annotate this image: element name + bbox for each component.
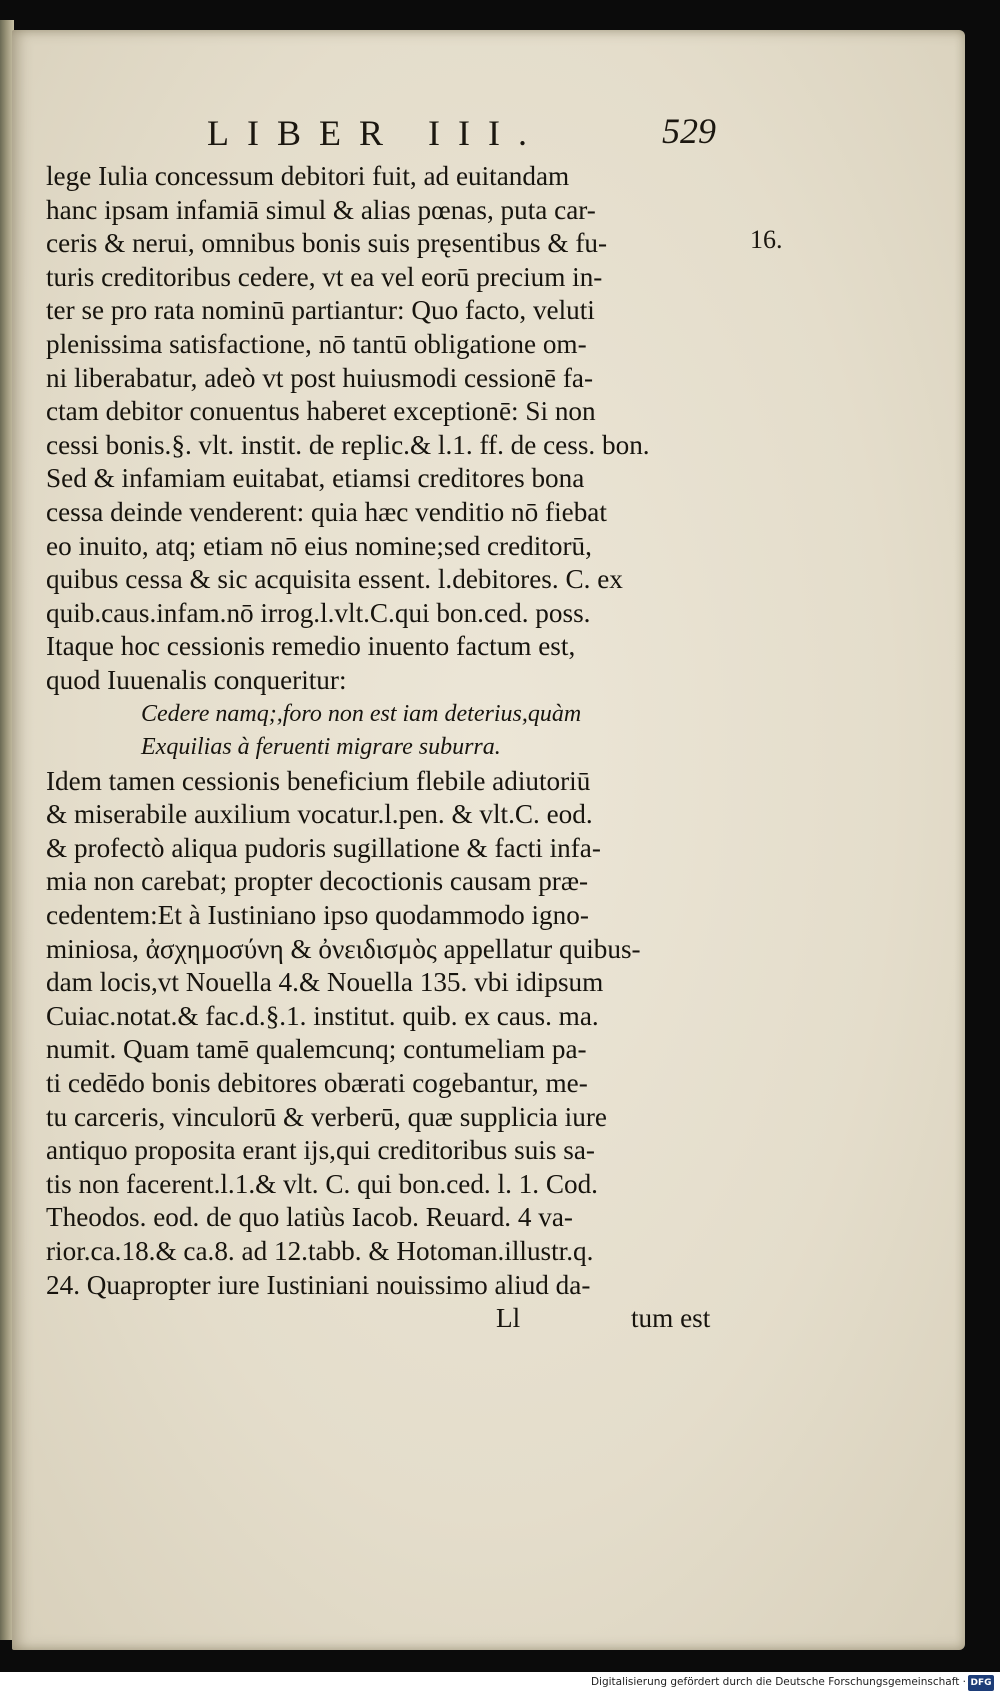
text-line: 24. Quapropter iure Iustiniani nouissimo aliud da-: [46, 1269, 591, 1300]
text-line: & miserabile auxilium vocatur.l.pen. & vlt.C. eod.: [46, 799, 593, 830]
text-line: ctam debitor conuentus haberet exceptionē: Si non: [46, 396, 596, 427]
text-line: ti cedēdo bonis debitores obærati cogebantur, me-: [46, 1068, 588, 1099]
text-line: lege Iulia concessum debitori fuit, ad euitandam: [46, 161, 570, 191]
text-line: cedentem:Et à Iustiniano ipso quodammodo igno-: [46, 900, 589, 931]
text-line: plenissima satisfactione, nō tantū obligatione om-: [46, 328, 587, 359]
dfg-logo-icon: DFG: [968, 1675, 994, 1691]
text-line: cessi bonis.§. vlt. instit. de replic.& l.1. ff. de cess. bon.: [46, 429, 650, 460]
text-line: eo inuito, atq; etiam nō eius nomine;sed creditorū,: [46, 530, 592, 561]
page-number: 529: [662, 111, 716, 151]
text-line: Cuiac.notat.& fac.d.§.1. institut. quib. ex caus. ma.: [46, 1000, 599, 1031]
text-line: mia non carebat; propter decoctionis causam præ-: [46, 866, 589, 897]
text-line: tis non facerent.l.1.& vlt. C. qui bon.ced. l. 1. Cod.: [46, 1168, 598, 1199]
catchword: tum est: [631, 1303, 711, 1334]
margin-note: 16.: [750, 225, 783, 254]
text-line: dam locis,vt Nouella 4.& Nouella 135. vbi idipsum: [46, 967, 604, 998]
footer-bar: [0, 1672, 1000, 1695]
quote-line: Exquilias à feruenti migrare suburra.: [141, 734, 501, 761]
text-line: quibus cessa & sic acquisita essent. l.debitores. C. ex: [46, 564, 623, 595]
text-line: hanc ipsam infamiā simul & alias pœnas, puta car-: [46, 194, 596, 225]
text-line: Idem tamen cessionis beneficium flebile adiutoriū: [46, 765, 591, 796]
text-line: miniosa, ἀσχημοσύνη & ὀνειδισμὸς appellatur quibus-: [46, 933, 641, 964]
text-line: Sed & infamiam euitabat, etiamsi creditores bona: [46, 463, 585, 494]
text-line: turis creditoribus cedere, vt ea vel eorū precium in-: [46, 261, 603, 292]
catchline: [46, 1302, 726, 1336]
text-line: numit. Quam tamē qualemcunq; contumeliam pa-: [46, 1034, 587, 1065]
text-line: ni liberabatur, adeò vt post huiusmodi cessionē fa-: [46, 362, 594, 393]
text-line: & profectò aliqua pudoris sugillatione & facti infa-: [46, 832, 601, 863]
quote-line: Cedere namq;,foro non est iam deterius,quàm: [141, 700, 582, 727]
text-line: tu carceris, vinculorū & verberū, quæ supplicia iure: [46, 1101, 607, 1132]
text-line: ceris & nerui, omnibus bonis suis pręsentibus & fu-: [46, 228, 608, 259]
text-line: Itaque hoc cessionis remedio inuento factum est,: [46, 631, 576, 662]
text-line: ter se pro rata nominū partiantur: Quo facto, veluti: [46, 295, 595, 326]
funding-notice: Digitalisierung gefördert durch die Deutsche Forschungsgemeinschaft ·: [590, 1676, 966, 1688]
text-line: quib.caus.infam.nō irrog.l.vlt.C.qui bon.ced. poss.: [46, 597, 591, 628]
text-line: quod Iuuenalis conqueritur:: [46, 664, 347, 695]
text-line: rior.ca.18.& ca.8. ad 12.tabb. & Hotoman.illustr.q.: [46, 1236, 594, 1266]
body-text: [46, 160, 726, 1336]
text-line: antiquo proposita erant ijs,qui creditoribus suis sa-: [46, 1135, 595, 1166]
book-page: [12, 30, 965, 1650]
text-line: Theodos. eod. de quo latiùs Iacob. Reuard. 4 va-: [46, 1202, 573, 1233]
running-title: LIBER III.: [207, 113, 545, 153]
signature-mark: Ll: [496, 1303, 521, 1334]
text-line: cessa deinde venderent: quia hæc venditio nō fiebat: [46, 496, 607, 527]
